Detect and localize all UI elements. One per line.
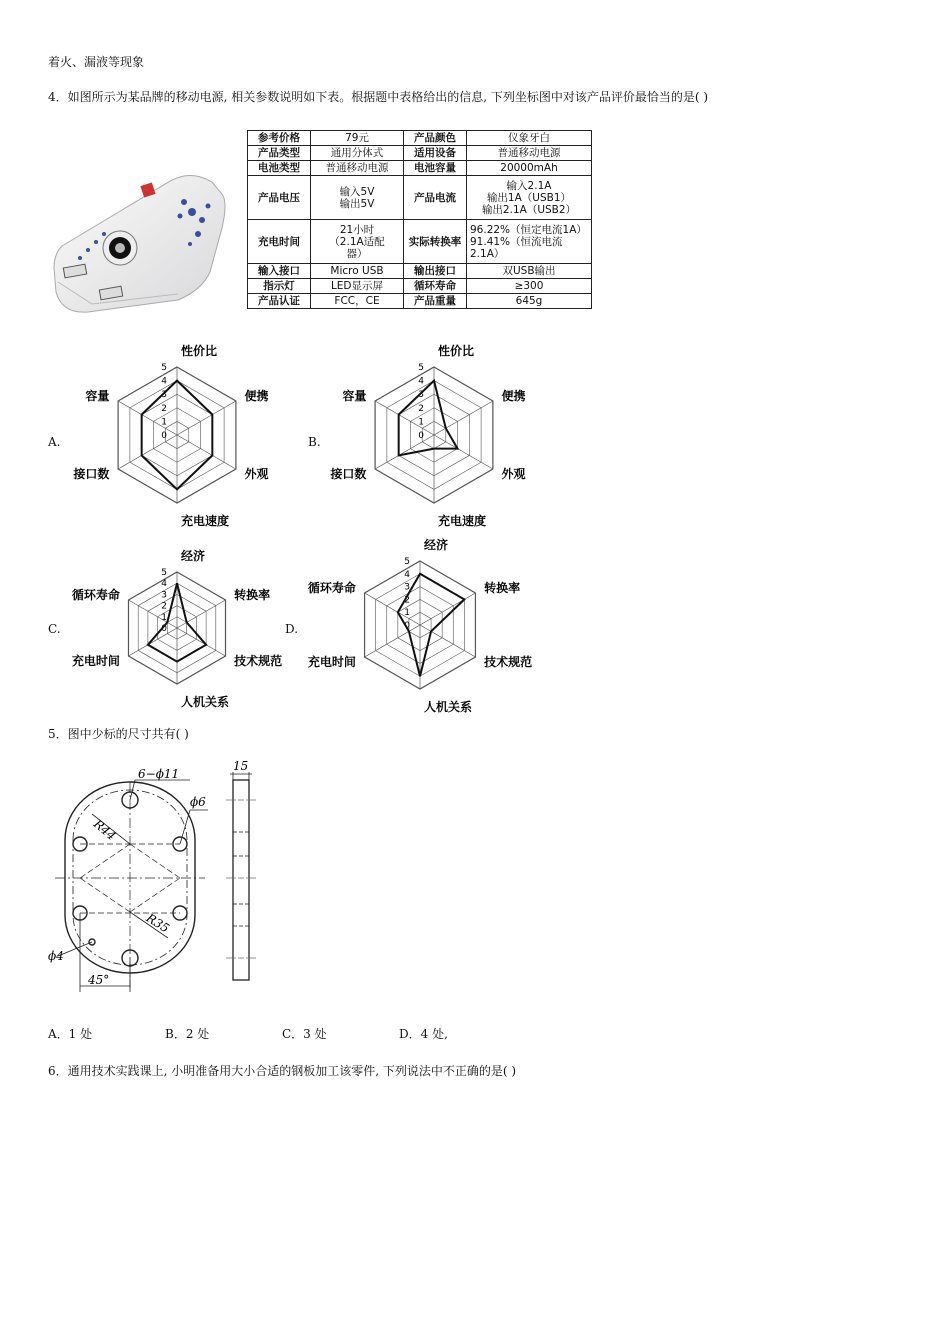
radar-tick-label: 5 (161, 568, 167, 578)
question-4-stem: 4．如图所示为某品牌的移动电源, 相关参数说明如下表。根据题中表格给出的信息, 下列坐标图中对该产品评价最恰当的是( ) (48, 90, 709, 104)
radar-tick-label: 3 (404, 582, 410, 593)
q5-choice-c[interactable]: C．3 处 (282, 1027, 327, 1041)
radar-tick-label: 0 (418, 431, 424, 441)
dim-holes-label: 6−ϕ11 (138, 767, 180, 781)
spec-value: 输入2.1A 输出1A（USB1） 输出2.1A（USB2） (467, 176, 592, 220)
radar-axis-label: 性价比 (181, 344, 218, 358)
spec-value: 通用分体式 (311, 146, 404, 161)
spec-value: 96.22%（恒定电流1A） 91.41%（恒流电流 2.1A） (467, 220, 592, 264)
radar-axis-label: 经济 (181, 549, 206, 563)
radar-tick-label: 0 (404, 621, 410, 631)
spec-key: 充电时间 (248, 220, 311, 264)
radar-tick-label: 0 (161, 431, 167, 441)
radar-tick-label: 1 (418, 417, 424, 428)
radar-tick-label: 3 (161, 590, 167, 601)
q5-choice-d[interactable]: D．4 处, (399, 1027, 448, 1041)
spec-key: 适用设备 (404, 146, 467, 161)
radar-tick-label: 4 (161, 376, 167, 387)
spec-key: 电池类型 (248, 161, 311, 176)
spec-key: 指示灯 (248, 279, 311, 294)
spec-key: 实际转换率 (404, 220, 467, 264)
spec-value: 普通移动电源 (467, 146, 592, 161)
option-c-letter: C. (48, 622, 61, 636)
spec-key: 输出接口 (404, 264, 467, 279)
radar-axis-label: 外观 (501, 467, 526, 481)
spec-value: 双USB输出 (467, 264, 592, 279)
dim-angle-label: 45° (88, 973, 110, 987)
option-b-letter: B. (308, 435, 321, 449)
spec-key: 循环寿命 (404, 279, 467, 294)
spec-value: LED显示屏 (311, 279, 404, 294)
spec-key: 产品电压 (248, 176, 311, 220)
radar-axis-label: 转换率 (234, 588, 271, 602)
radar-tick-label: 1 (404, 608, 410, 619)
spec-key: 产品颜色 (404, 131, 467, 146)
question-5-stem: 5．图中少标的尺寸共有( ) (48, 727, 189, 741)
radar-axis-label: 充电时间 (71, 654, 120, 668)
radar-axis-label: 技术规范 (484, 655, 533, 669)
radar-tick-label: 4 (404, 569, 410, 580)
radar-axis-label: 人机关系 (424, 700, 473, 714)
radar-tick-label: 5 (418, 363, 424, 373)
radar-tick-label: 2 (161, 601, 167, 612)
radar-axis-label: 外观 (244, 467, 269, 481)
radar-axis-label: 循环寿命 (307, 581, 356, 595)
spec-value: ≥300 (467, 279, 592, 294)
radar-tick-label: 3 (418, 390, 424, 401)
spec-value: 645g (467, 294, 592, 309)
dim-phi6-label: ϕ6 (190, 795, 206, 809)
radar-tick-label: 2 (418, 403, 424, 414)
radar-tick-label: 4 (161, 579, 167, 590)
radar-axis-label: 充电速度 (181, 514, 230, 528)
radar-axis-label: 转换率 (484, 581, 521, 595)
spec-key: 产品电流 (404, 176, 467, 220)
radar-tick-label: 4 (418, 376, 424, 387)
radar-axis-label: 技术规范 (234, 654, 283, 668)
q5-choice-b[interactable]: B．2 处 (165, 1027, 210, 1041)
spec-key: 电池容量 (404, 161, 467, 176)
radar-tick-label: 5 (404, 557, 410, 567)
radar-axis-label: 人机关系 (181, 695, 230, 709)
radar-axis-label: 便携 (501, 389, 526, 403)
radar-tick-label: 5 (161, 363, 167, 373)
spec-value: Micro USB (311, 264, 404, 279)
top-line: 着火、漏液等现象 (48, 55, 145, 69)
radar-axis-label: 性价比 (438, 344, 475, 358)
option-a-letter: A. (48, 435, 61, 449)
radar-axis-label: 便携 (244, 389, 269, 403)
spec-value: 20000mAh (467, 161, 592, 176)
dim-thickness-label: 15 (233, 760, 249, 773)
radar-axis-label: 充电速度 (438, 514, 487, 528)
spec-key: 输入接口 (248, 264, 311, 279)
technical-drawing (40, 760, 280, 1000)
radar-tick-label: 2 (161, 403, 167, 414)
spec-value: 21小时 （2.1A适配 器） (311, 220, 404, 264)
spec-value: 输入5V 输出5V (311, 176, 404, 220)
radar-axis (420, 593, 475, 625)
radar-axis-label: 经济 (424, 538, 449, 552)
spec-key: 产品类型 (248, 146, 311, 161)
spec-value: 普通移动电源 (311, 161, 404, 176)
spec-key: 产品认证 (248, 294, 311, 309)
radar-axis-label: 循环寿命 (71, 588, 120, 602)
spec-value: 仪象牙白 (467, 131, 592, 146)
radar-axis-label: 充电时间 (307, 655, 356, 669)
radar-tick-label: 1 (161, 612, 167, 623)
radar-tick-label: 1 (161, 417, 167, 428)
radar-axis (365, 593, 420, 625)
dim-phi4-label: ϕ4 (48, 949, 64, 963)
dim-r35-label: R35 (143, 910, 172, 936)
question-6-stem: 6．通用技术实践课上, 小明准备用大小合适的钢板加工该零件, 下列说法中不正确的是( ) (48, 1064, 517, 1078)
dim-r44-label: R44 (90, 816, 119, 844)
radar-axis-label: 容量 (342, 389, 367, 403)
spec-key: 参考价格 (248, 131, 311, 146)
radar-tick-label: 3 (161, 390, 167, 401)
radar-axis-label: 容量 (85, 389, 110, 403)
radar-axis-label: 接口数 (330, 467, 367, 481)
q5-choice-a[interactable]: A．1 处 (48, 1027, 93, 1041)
spec-value: 79元 (311, 131, 404, 146)
spec-value: FCC，CE (311, 294, 404, 309)
spec-key: 产品重量 (404, 294, 467, 309)
option-d-letter: D. (285, 622, 299, 636)
radar-tick-label: 2 (404, 595, 410, 606)
radar-axis-label: 接口数 (73, 467, 110, 481)
radar-tick-label: 0 (161, 624, 167, 634)
